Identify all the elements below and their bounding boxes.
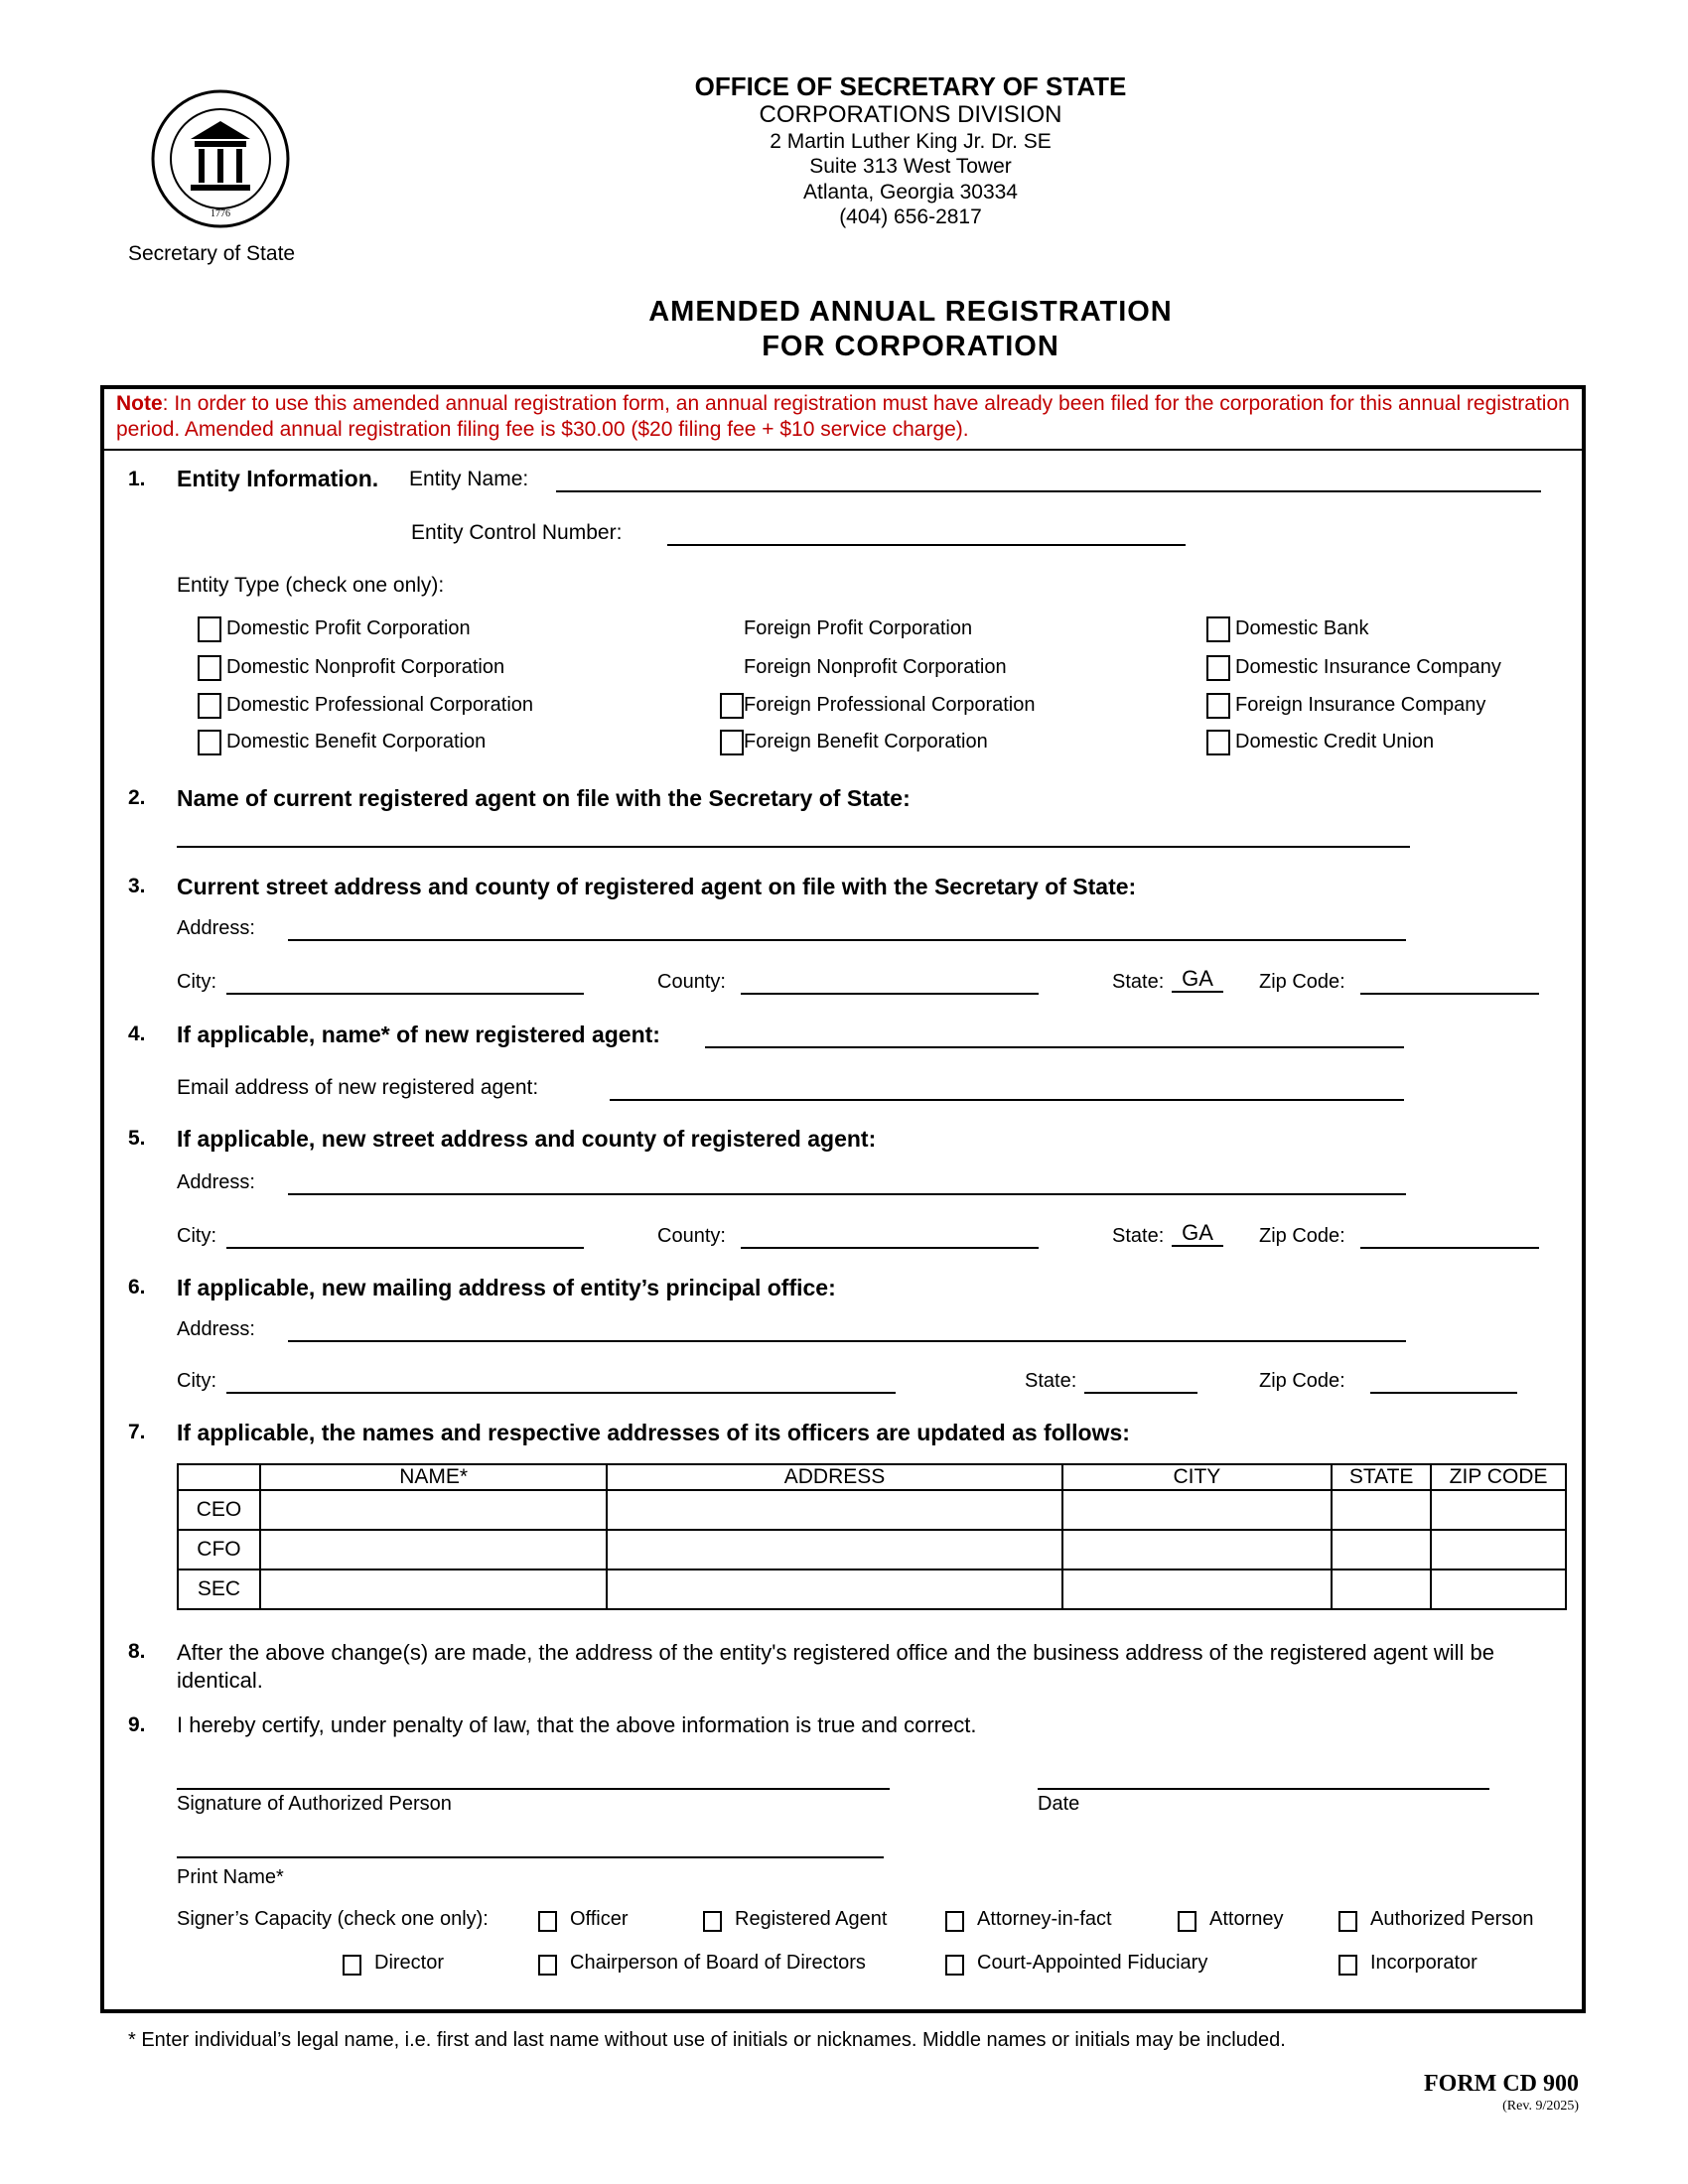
entity-type-label: Domestic Nonprofit Corporation <box>226 656 505 678</box>
item-number: 3. <box>128 875 146 897</box>
state-cell[interactable] <box>1332 1570 1431 1609</box>
entity-type-checkbox[interactable] <box>198 655 221 681</box>
new-agent-address-field[interactable] <box>288 1193 1406 1195</box>
address-cell[interactable] <box>607 1530 1061 1570</box>
date-label: Date <box>1038 1793 1080 1815</box>
entity-type-label: Domestic Professional Corporation <box>226 694 534 716</box>
county-label: County: <box>657 1225 726 1247</box>
signer-capacity-label: Attorney-in-fact <box>977 1908 1112 1930</box>
signer-capacity-label: Court-Appointed Fiduciary <box>977 1952 1208 1974</box>
current-agent-address-field[interactable] <box>288 939 1406 941</box>
officer-title: CFO <box>178 1530 260 1570</box>
signer-capacity-checkbox[interactable] <box>1178 1911 1196 1932</box>
entity-type-label: Foreign Insurance Company <box>1235 694 1486 716</box>
entity-type-label: Entity Type (check one only): <box>177 574 445 597</box>
item-number: 9. <box>128 1713 146 1736</box>
officers-table <box>177 1463 1567 1610</box>
state-label: State: <box>1025 1370 1077 1392</box>
form-title-2: FOR CORPORATION <box>762 331 1059 362</box>
signer-capacity-label: Signer’s Capacity (check one only): <box>177 1908 489 1930</box>
current-agent-name-field[interactable] <box>177 846 1410 848</box>
section-heading: If applicable, the names and respective addresses of its officers are updated as follows: <box>177 1420 1130 1445</box>
county-label: County: <box>657 971 726 993</box>
column-header: ADDRESS <box>607 1464 1061 1490</box>
signer-capacity-checkbox[interactable] <box>945 1955 964 1976</box>
entity-name-label: Entity Name: <box>409 468 529 490</box>
address-line-3: Atlanta, Georgia 30334 <box>803 181 1018 204</box>
signer-capacity-checkbox[interactable] <box>945 1911 964 1932</box>
division-name: CORPORATIONS DIVISION <box>759 101 1062 128</box>
note-text: : In order to use this amended annual registration form, an annual registration must have already been filed for the corporation for this annual registration period. Amended annual registration filing fee is $30.00 ($20 filing fee + $10 service charge). <box>116 392 1570 441</box>
seal-caption: Secretary of State <box>128 242 296 265</box>
phone: (404) 656-2817 <box>839 205 982 228</box>
officer-title: CEO <box>178 1490 260 1530</box>
signer-capacity-checkbox[interactable] <box>343 1955 361 1976</box>
date-field[interactable] <box>1038 1788 1489 1790</box>
control-number-field[interactable] <box>667 544 1186 546</box>
entity-type-checkbox[interactable] <box>198 730 221 755</box>
signer-capacity-checkbox[interactable] <box>538 1911 557 1932</box>
new-agent-name-field[interactable] <box>705 1046 1404 1048</box>
new-agent-county-field[interactable] <box>741 1247 1039 1249</box>
entity-type-label: Domestic Benefit Corporation <box>226 731 487 752</box>
mailing-address-field[interactable] <box>288 1340 1406 1342</box>
zip-label: Zip Code: <box>1259 1370 1345 1392</box>
current-agent-state-value: GA <box>1172 967 1223 993</box>
name-cell[interactable] <box>260 1530 607 1570</box>
form-title-1: AMENDED ANNUAL REGISTRATION <box>648 296 1173 328</box>
entity-type-checkbox[interactable] <box>198 693 221 719</box>
state-label: State: <box>1112 971 1165 993</box>
signer-capacity-label: Chairperson of Board of Directors <box>570 1952 866 1974</box>
officer-title: SEC <box>178 1570 260 1609</box>
entity-type-label: Foreign Professional Corporation <box>744 694 1036 716</box>
item-number: 8. <box>128 1640 146 1663</box>
section-heading: Name of current registered agent on file with the Secretary of State: <box>177 785 911 811</box>
address-label: Address: <box>177 1318 255 1340</box>
address-cell[interactable] <box>607 1490 1061 1530</box>
new-agent-city-field[interactable] <box>226 1247 584 1249</box>
entity-type-label: Domestic Profit Corporation <box>226 617 471 639</box>
certification-text: I hereby certify, under penalty of law, that the above information is true and correct. <box>177 1712 977 1737</box>
new-agent-state-value: GA <box>1172 1221 1223 1247</box>
signer-capacity-checkbox[interactable] <box>1338 1955 1357 1976</box>
new-agent-zip-field[interactable] <box>1360 1247 1539 1249</box>
form-id: FORM CD 900 <box>1424 2071 1579 2097</box>
state-cell[interactable] <box>1332 1530 1431 1570</box>
section-heading: If applicable, new mailing address of entity’s principal office: <box>177 1275 836 1300</box>
city-cell[interactable] <box>1062 1530 1333 1570</box>
new-agent-email-field[interactable] <box>610 1099 1404 1101</box>
entity-type-checkbox[interactable] <box>1206 730 1230 755</box>
item-number: 4. <box>128 1023 146 1045</box>
signer-capacity-label: Director <box>374 1952 445 1974</box>
table-row <box>178 1530 1566 1570</box>
address-line-1: 2 Martin Luther King Jr. Dr. SE <box>770 130 1052 153</box>
print-name-field[interactable] <box>177 1856 884 1858</box>
address-cell[interactable] <box>607 1570 1061 1609</box>
signature-field[interactable] <box>177 1788 890 1790</box>
item-number: 2. <box>128 786 146 809</box>
signer-capacity-label: Attorney <box>1209 1908 1284 1930</box>
entity-type-label: Domestic Credit Union <box>1235 731 1435 752</box>
signer-capacity-label: Registered Agent <box>735 1908 888 1930</box>
address-label: Address: <box>177 917 255 939</box>
signer-capacity-checkbox[interactable] <box>538 1955 557 1976</box>
column-header <box>178 1464 260 1490</box>
office-name: OFFICE OF SECRETARY OF STATE <box>694 71 1127 101</box>
section-heading: Current street address and county of registered agent on file with the Secretary of State: <box>177 874 1137 899</box>
signer-capacity-checkbox[interactable] <box>703 1911 722 1932</box>
zip-cell[interactable] <box>1431 1530 1566 1570</box>
current-agent-zip-field[interactable] <box>1360 993 1539 995</box>
section-heading: If applicable, new street address and county of registered agent: <box>177 1126 877 1152</box>
signer-capacity-label: Authorized Person <box>1370 1908 1534 1930</box>
column-header: CITY <box>1062 1464 1333 1490</box>
note <box>100 385 1586 451</box>
section-heading: Entity Information. <box>177 466 379 491</box>
city-cell[interactable] <box>1062 1490 1333 1530</box>
note-label: Note <box>116 392 163 415</box>
entity-type-checkbox[interactable] <box>1206 655 1230 681</box>
table-row <box>178 1490 1566 1530</box>
column-header: NAME* <box>260 1464 607 1490</box>
entity-name-field[interactable] <box>556 490 1541 492</box>
name-cell[interactable] <box>260 1570 607 1609</box>
city-label: City: <box>177 1370 216 1392</box>
email-label: Email address of new registered agent: <box>177 1076 539 1099</box>
entity-type-label: Foreign Benefit Corporation <box>744 731 988 752</box>
entity-type-checkbox[interactable] <box>720 730 744 755</box>
mailing-zip-field[interactable] <box>1370 1392 1517 1394</box>
section-heading: If applicable, name* of new registered agent: <box>177 1022 660 1047</box>
statement-8: After the above change(s) are made, the address of the entity's registered office and the business address of the registered agent will be identical. <box>177 1640 1495 1693</box>
mailing-state-field[interactable] <box>1084 1392 1197 1394</box>
column-header: ZIP CODE <box>1431 1464 1566 1490</box>
entity-type-label: Foreign Profit Corporation <box>744 617 973 639</box>
entity-type-checkbox[interactable] <box>720 693 744 719</box>
state-cell[interactable] <box>1332 1490 1431 1530</box>
svg-text:1776: 1776 <box>211 208 230 219</box>
item-number: 6. <box>128 1276 146 1298</box>
city-label: City: <box>177 1225 216 1247</box>
entity-type-label: Foreign Nonprofit Corporation <box>744 656 1007 678</box>
name-cell[interactable] <box>260 1490 607 1530</box>
zip-label: Zip Code: <box>1259 971 1345 993</box>
signer-capacity-checkbox[interactable] <box>1338 1911 1357 1932</box>
entity-type-label: Domestic Bank <box>1235 617 1369 639</box>
current-agent-county-field[interactable] <box>741 993 1039 995</box>
zip-cell[interactable] <box>1431 1570 1566 1609</box>
column-header: STATE <box>1332 1464 1431 1490</box>
city-cell[interactable] <box>1062 1570 1333 1609</box>
entity-type-checkbox[interactable] <box>198 616 221 642</box>
print-name-label: Print Name* <box>177 1866 284 1888</box>
item-number: 5. <box>128 1127 146 1150</box>
form-revision: (Rev. 9/2025) <box>1502 2099 1579 2114</box>
current-agent-city-field[interactable] <box>226 993 584 995</box>
item-number: 1. <box>128 468 146 490</box>
control-number-label: Entity Control Number: <box>411 521 623 544</box>
signer-capacity-label: Officer <box>570 1908 629 1930</box>
state-label: State: <box>1112 1225 1165 1247</box>
address-line-2: Suite 313 West Tower <box>809 155 1012 178</box>
zip-cell[interactable] <box>1431 1490 1566 1530</box>
city-label: City: <box>177 971 216 993</box>
entity-type-checkbox[interactable] <box>1206 693 1230 719</box>
table-row <box>178 1570 1566 1609</box>
entity-type-checkbox[interactable] <box>1206 616 1230 642</box>
table-header <box>178 1464 1566 1490</box>
footnote: * Enter individual’s legal name, i.e. first and last name without use of initials or nicknames. Middle names or initials may be included. <box>128 2029 1286 2051</box>
address-label: Address: <box>177 1171 255 1193</box>
zip-label: Zip Code: <box>1259 1225 1345 1247</box>
signer-capacity-label: Incorporator <box>1370 1952 1477 1974</box>
entity-type-label: Domestic Insurance Company <box>1235 656 1501 678</box>
mailing-city-field[interactable] <box>226 1392 896 1394</box>
item-number: 7. <box>128 1421 146 1443</box>
signature-label: Signature of Authorized Person <box>177 1793 452 1815</box>
